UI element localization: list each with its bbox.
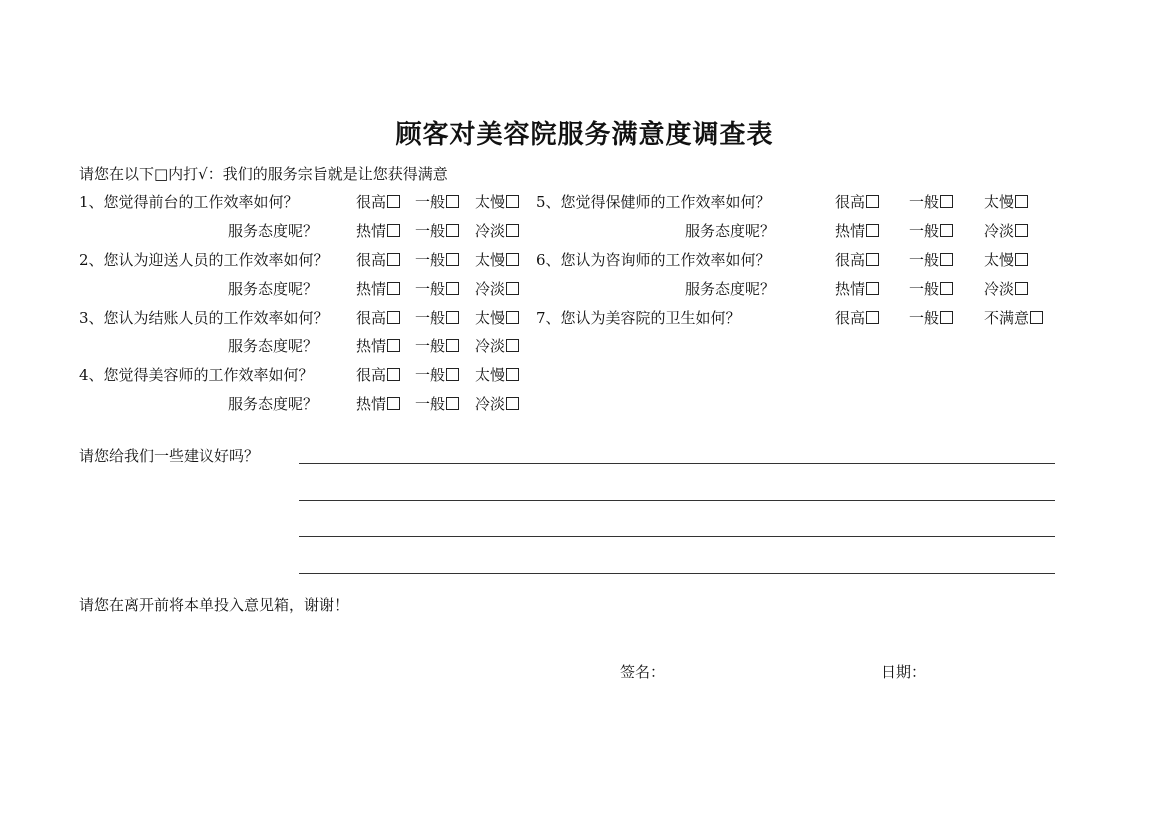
checkbox-icon <box>446 224 459 237</box>
checkbox-icon <box>387 253 400 266</box>
checkbox-icon <box>506 195 519 208</box>
q4-attitude-warm[interactable]: 热情 <box>356 395 400 413</box>
q1-option-average[interactable]: 一般 <box>415 193 459 211</box>
q1-attitude-warm[interactable]: 热情 <box>356 222 400 240</box>
q1-attitude-average[interactable]: 一般 <box>415 222 459 240</box>
checkbox-icon <box>1015 224 1028 237</box>
checkbox-icon <box>940 224 953 237</box>
q1-option-very-high[interactable]: 很高 <box>356 193 400 211</box>
q6-option-too-slow[interactable]: 太慢 <box>984 251 1028 269</box>
q5-option-very-high[interactable]: 很高 <box>835 193 879 211</box>
q5-attitude-warm[interactable]: 热情 <box>835 222 879 240</box>
question-5: 5、您觉得保健师的工作效率如何？ <box>536 193 771 211</box>
q1-attitude-cold[interactable]: 冷淡 <box>475 222 519 240</box>
checkbox-icon <box>1015 253 1028 266</box>
q6-option-average[interactable]: 一般 <box>909 251 953 269</box>
checkbox-icon <box>387 368 400 381</box>
checkbox-icon <box>446 397 459 410</box>
checkbox-icon <box>446 195 459 208</box>
question-1: 1、您觉得前台的工作效率如何？ <box>79 193 299 211</box>
checkbox-icon <box>506 282 519 295</box>
q7-option-average[interactable]: 一般 <box>909 309 953 327</box>
checkbox-icon <box>387 339 400 352</box>
q3-attitude-warm[interactable]: 热情 <box>356 337 400 355</box>
q4-option-average[interactable]: 一般 <box>415 366 459 384</box>
checkbox-icon <box>506 368 519 381</box>
checkbox-icon <box>446 282 459 295</box>
q2-attitude-label: 服务态度呢？ <box>228 280 319 298</box>
suggestion-line-1[interactable] <box>299 463 1055 464</box>
checkbox-icon <box>446 311 459 324</box>
signature-label: 签名： <box>620 663 666 681</box>
q4-attitude-label: 服务态度呢？ <box>228 395 319 413</box>
q4-attitude-cold[interactable]: 冷淡 <box>475 395 519 413</box>
checkbox-icon <box>387 282 400 295</box>
checkbox-icon <box>387 311 400 324</box>
checkbox-icon <box>940 195 953 208</box>
checkbox-icon <box>506 224 519 237</box>
checkbox-icon <box>866 253 879 266</box>
checkbox-icon <box>866 224 879 237</box>
q5-attitude-cold[interactable]: 冷淡 <box>984 222 1028 240</box>
suggestion-line-2[interactable] <box>299 500 1055 501</box>
checkbox-icon <box>506 397 519 410</box>
q3-attitude-average[interactable]: 一般 <box>415 337 459 355</box>
question-7: 7、您认为美容院的卫生如何？ <box>536 309 741 327</box>
checkbox-icon <box>866 282 879 295</box>
date-label: 日期： <box>881 663 927 681</box>
q4-attitude-average[interactable]: 一般 <box>415 395 459 413</box>
checkbox-icon <box>506 311 519 324</box>
checkbox-icon <box>940 282 953 295</box>
q5-attitude-label: 服务态度呢？ <box>685 222 776 240</box>
question-4: 4、您觉得美容师的工作效率如何？ <box>79 366 314 384</box>
checkbox-icon <box>506 339 519 352</box>
q5-option-average[interactable]: 一般 <box>909 193 953 211</box>
q2-option-average[interactable]: 一般 <box>415 251 459 269</box>
checkbox-icon <box>1015 195 1028 208</box>
q2-attitude-average[interactable]: 一般 <box>415 280 459 298</box>
instruction-text: 请您在以下□内打√：我们的服务宗旨就是让您获得满意 <box>79 165 448 183</box>
suggestion-label: 请您给我们一些建议好吗？ <box>79 447 260 465</box>
checkbox-icon <box>506 253 519 266</box>
question-3: 3、您认为结账人员的工作效率如何？ <box>79 309 329 327</box>
q2-attitude-warm[interactable]: 热情 <box>356 280 400 298</box>
page-title: 顾客对美容院服务满意度调查表 <box>395 120 774 150</box>
q5-attitude-average[interactable]: 一般 <box>909 222 953 240</box>
checkbox-icon <box>1015 282 1028 295</box>
q6-option-very-high[interactable]: 很高 <box>835 251 879 269</box>
q3-option-average[interactable]: 一般 <box>415 309 459 327</box>
q5-option-too-slow[interactable]: 太慢 <box>984 193 1028 211</box>
q2-option-very-high[interactable]: 很高 <box>356 251 400 269</box>
q4-option-too-slow[interactable]: 太慢 <box>475 366 519 384</box>
q6-attitude-average[interactable]: 一般 <box>909 280 953 298</box>
checkbox-icon <box>446 339 459 352</box>
checkbox-icon <box>446 368 459 381</box>
suggestion-line-3[interactable] <box>299 536 1055 537</box>
question-6: 6、您认为咨询师的工作效率如何？ <box>536 251 771 269</box>
q3-attitude-cold[interactable]: 冷淡 <box>475 337 519 355</box>
checkbox-icon <box>446 253 459 266</box>
checkbox-icon <box>940 253 953 266</box>
question-2: 2、您认为迎送人员的工作效率如何？ <box>79 251 329 269</box>
checkbox-icon <box>387 195 400 208</box>
closing-text: 请您在离开前将本单投入意见箱，谢谢！ <box>79 596 350 614</box>
q6-attitude-warm[interactable]: 热情 <box>835 280 879 298</box>
q1-attitude-label: 服务态度呢？ <box>228 222 319 240</box>
q2-option-too-slow[interactable]: 太慢 <box>475 251 519 269</box>
checkbox-icon <box>387 224 400 237</box>
suggestion-line-4[interactable] <box>299 573 1055 574</box>
checkbox-icon <box>1030 311 1043 324</box>
checkbox-icon <box>387 397 400 410</box>
q6-attitude-label: 服务态度呢？ <box>685 280 776 298</box>
q3-option-too-slow[interactable]: 太慢 <box>475 309 519 327</box>
q4-option-very-high[interactable]: 很高 <box>356 366 400 384</box>
q7-option-very-high[interactable]: 很高 <box>835 309 879 327</box>
q3-attitude-label: 服务态度呢？ <box>228 337 319 355</box>
q1-option-too-slow[interactable]: 太慢 <box>475 193 519 211</box>
checkbox-icon <box>866 195 879 208</box>
checkbox-icon <box>940 311 953 324</box>
q7-option-unsatisfied[interactable]: 不满意 <box>984 309 1043 327</box>
checkbox-icon <box>866 311 879 324</box>
q2-attitude-cold[interactable]: 冷淡 <box>475 280 519 298</box>
q3-option-very-high[interactable]: 很高 <box>356 309 400 327</box>
q6-attitude-cold[interactable]: 冷淡 <box>984 280 1028 298</box>
